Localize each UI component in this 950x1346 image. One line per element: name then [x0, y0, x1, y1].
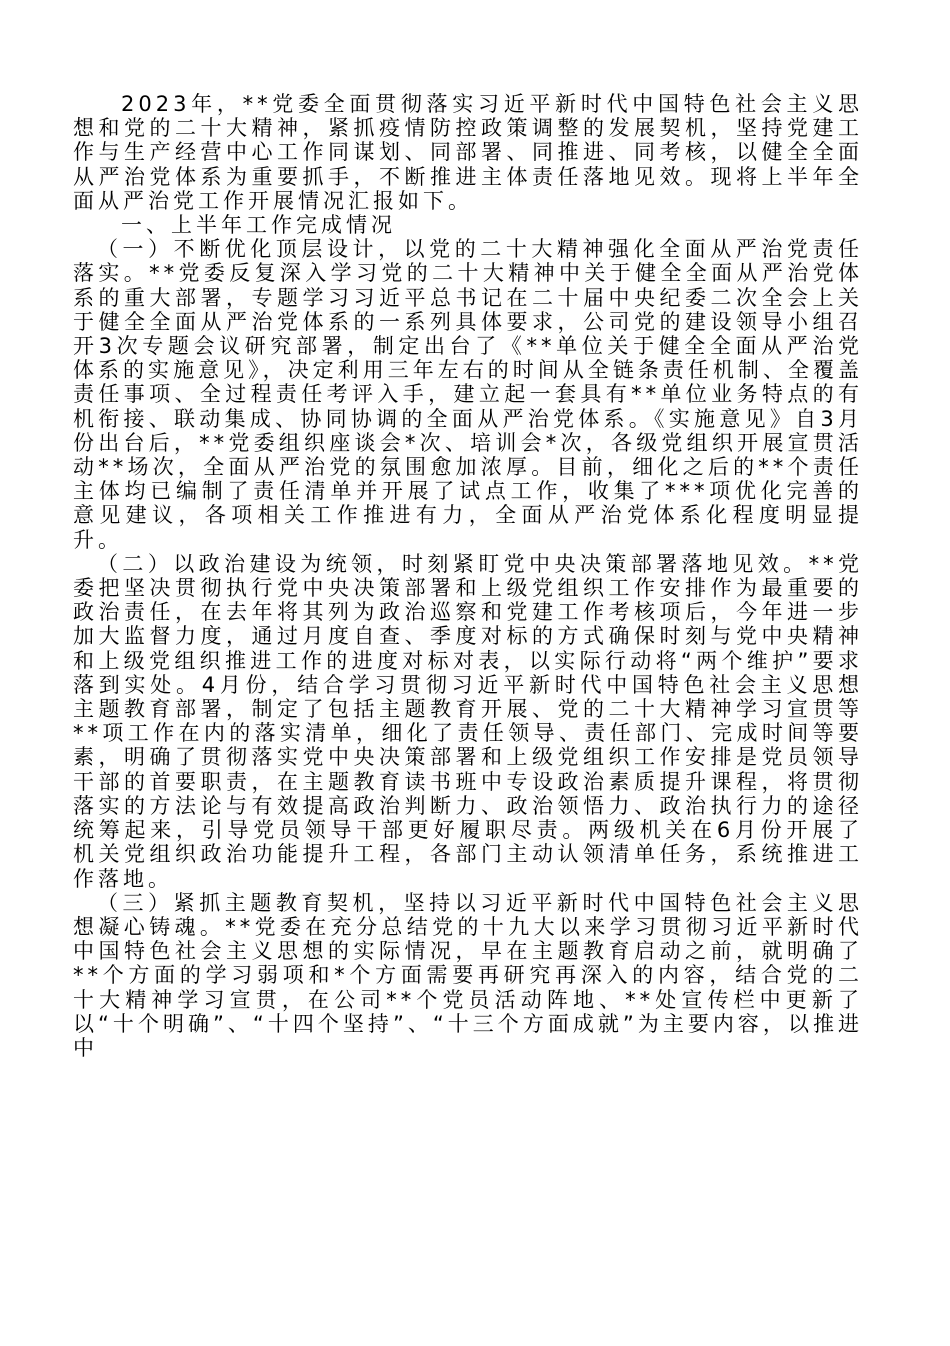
intro-paragraph: 2023年，**党委全面贯彻落实习近平新时代中国特色社会主义思想和党的二十大精神，紧抓疫情防控政策调整的发展契机，坚持党建工作与生产经营中心工作同谋划、同部署、同推进、同考核，以健全全面从严治党体系为重要抓手，不断推进主体责任落地见效。现将上半年全面从严治党工作开展情况汇报如下。: [73, 92, 863, 213]
body-paragraph-1: （一）不断优化顶层设计，以党的二十大精神强化全面从严治党责任落实。**党委反复深入学习党的二十大精神中关于健全全面从严治党体系的重大部署，专题学习习近平总书记在二十届中央纪委二次全会上关于健全全面从严治党体系的一系列具体要求，公司党的建设领导小组召开3次专题会议研究部署，制定出台了《**单位关于健全全面从严治党体系的实施意见》，决定利用三年左右的时间从全链条责任机制、全覆盖责任事项、全过程责任考评入手，建立起一套具有**单位业务特点的有机衔接、联动集成、协同协调的全面从严治党体系。《实施意见》自3月份出台后，**党委组织座谈会*次、培训会*次，各级党组织开展宣贯活动**场次，全面从严治党的氛围愈加浓厚。目前，细化之后的**个责任主体均已编制了责任清单并开展了试点工作，收集了***项优化完善的意见建议，各项相关工作推进有力，全面从严治党体系化程度明显提升。: [73, 237, 863, 552]
document-body: [73, 92, 863, 1060]
section-heading: 一、上半年工作完成情况: [121, 213, 396, 238]
body-paragraph-2: （二）以政治建设为统领，时刻紧盯党中央决策部署落地见效。**党委把坚决贯彻执行党中央决策部署和上级党组织工作安排作为最重要的政治责任，在去年将其列为政治巡察和党建工作考核项后，今年进一步加大监督力度，通过月度自查、季度对标的方式确保时刻与党中央精神和上级党组织推进工作的进度对标对表，以实际行动将“两个维护”要求落到实处。4月份，结合学习贯彻习近平新时代中国特色社会主义思想主题教育部署，制定了包括主题教育开展、党的二十大精神学习宣贯等**项工作在内的落实清单，细化了责任领导、责任部门、完成时间等要素，明确了贯彻落实党中央决策部署和上级党组织工作安排是党员领导干部的首要职责，在主题教育读书班中专设政治素质提升课程，将贯彻落实的方法论与有效提高政治判断力、政治领悟力、政治执行力的途径统筹起来，引导党员领导干部更好履职尽责。两级机关在6月份开展了机关党组织政治功能提升工程，各部门主动认领清单任务，系统推进工作落地。: [73, 551, 863, 891]
body-paragraph-3: （三）紧抓主题教育契机，坚持以习近平新时代中国特色社会主义思想凝心铸魂。**党委在充分总结党的十九大以来学习贯彻习近平新时代中国特色社会主义思想的实际情况，早在主题教育启动之前，就明确了**个方面的学习弱项和*个方面需要再研究再深入的内容，结合党的二十大精神学习宣贯，在公司**个党员活动阵地、**处宣传栏中更新了以“十个明确”、“十四个坚持”、“十三个方面成就”为主要内容，以推进中: [73, 890, 863, 1060]
